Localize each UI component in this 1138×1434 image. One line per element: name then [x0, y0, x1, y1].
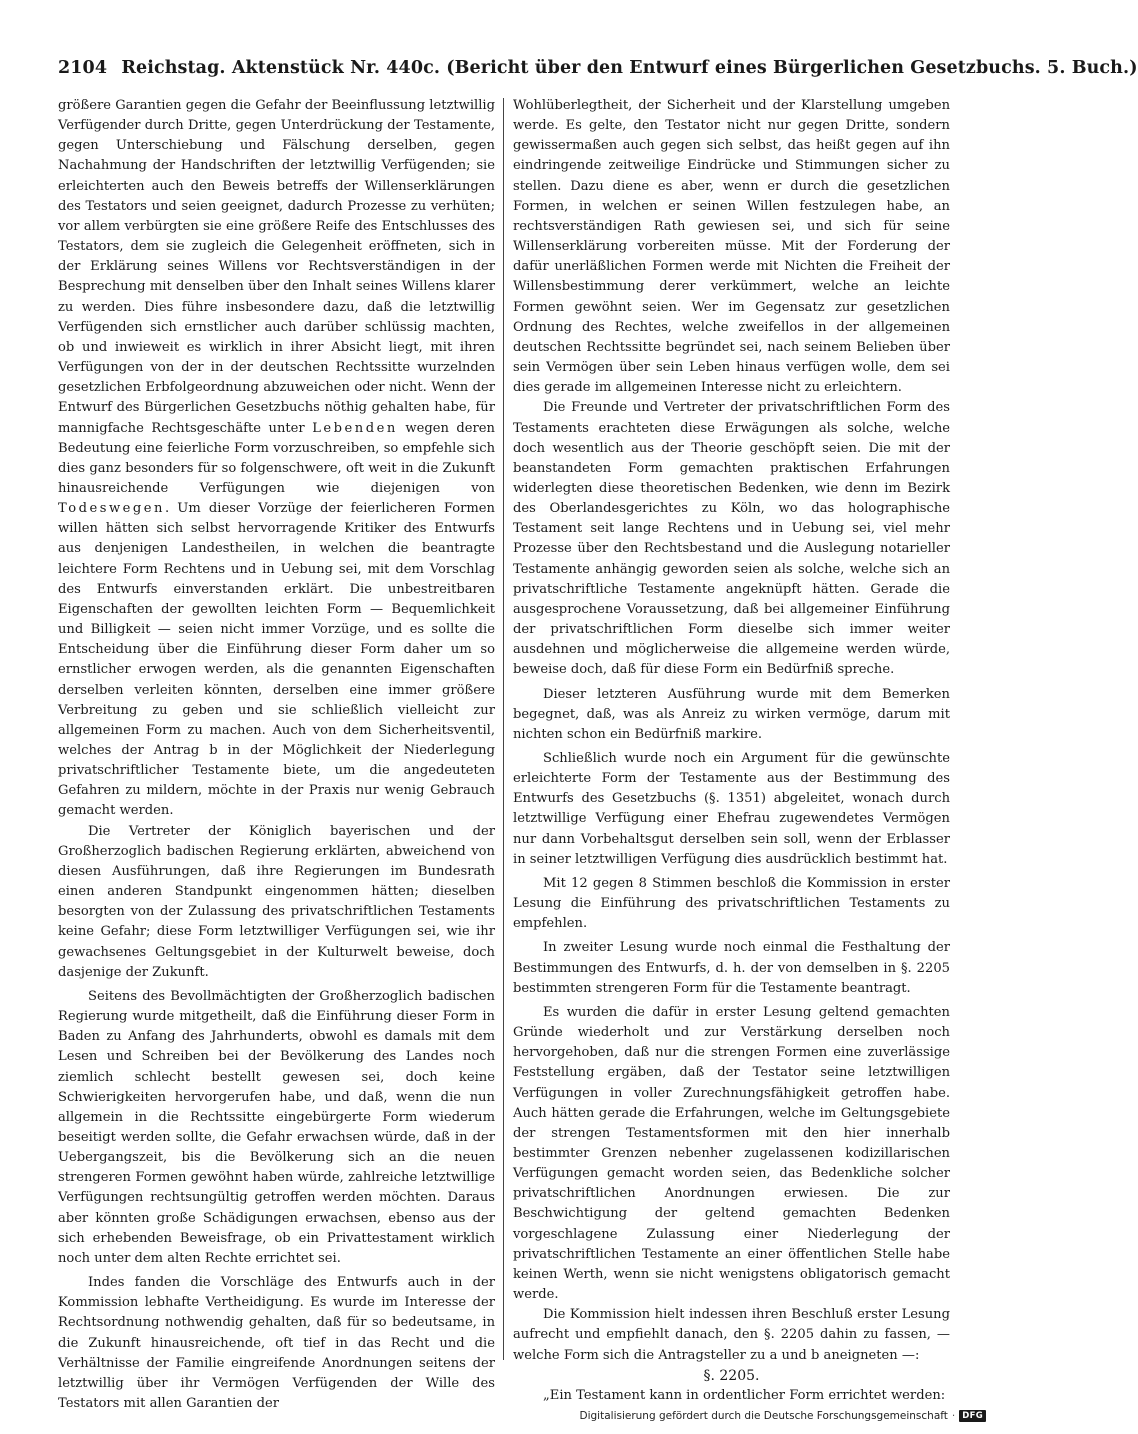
footer-credit: Digitalisierung gefördert durch die Deutsche Forschungsgemeinschaft — [579, 1410, 948, 1422]
left-paragraph-4: Indes fanden die Vorschläge des Entwurfs auch in der Kommission lebhafte Vertheidigung. Es wurde im Interesse der Rechtsordnung nothwendig gehalten, daß für so bedeutsame, in die Zukunft hinausreichende, oft tief in das Recht und die Verhältnisse der Familie eingreifende Anordnungen seitens der letztwillig über ihr Vermögen Verfügenden der Wille des Testators mit allen Garantien der — [58, 1275, 495, 1411]
left-paragraph-3: Seitens des Bevollmächtigten der Großherzoglich badischen Regierung wurde mitgetheilt, daß die Einführung dieser Form in Baden zu Anfang des Jahrhunderts, obwohl es damals mit dem Lesen und Schreiben bei der Bevölkerung des Landes noch ziemlich schlecht bestellt gewesen sei, doch keine Schwierigkeiten hervorgerufen habe, und daß, wenn die nun allgemein in die Rechtssitte eingebürgerte Form wiederum beseitigt werden sollte, die Gefahr erwachsen würde, daß in der Uebergangszeit, bis die Bevölkerung sich an die neuen strengeren Formen gewöhnt haben würde, zahlreiche letztwillige Verfügungen rechtsungültig getroffen werden möchten. Daraus aber könnten große Schädigungen erwachsen, ebenso aus der sich erhebenden Beweisfrage, ob ein Privattestament wirklich noch unter dem alten Rechte errichtet sei. — [58, 988, 495, 1266]
footer-separator: · — [951, 1410, 956, 1422]
dfg-logo-icon: DFG — [959, 1410, 986, 1422]
right-paragraph-2: Die Freunde und Vertreter der privatschriftlichen Form des Testaments erachteten diese Erwägungen als solche, welche doch wesentlich aus der Theorie geschöpft seien. Die mit der beanstandeten Form gemachten praktischen Erfahrungen widerlegten diese theoretischen Bedenken, wie denn im Bezirk des Oberlandesgerichtes zu Köln, wo das holographische Testament seit lange Rechtens und in Uebung sei, viel mehr Prozesse über den Rechtsbestand und die Auslegung notarieller Testamente anhängig geworden seien als solche, welche sich an privatschriftliche Testamente angeknüpft hätten. Gerade die ausgesprochene Voraussetzung, daß bei allgemeiner Einführung der privatschriftlichen Form dieselbe sich immer weiter ausdehnen und möglicherweise die allgemeine werden würde, beweise doch, daß für diese Form ein Bedürfniß spreche. — [513, 400, 950, 678]
right-paragraph-1: Wohlüberlegtheit, der Sicherheit und der Klarstellung umgeben werde. Es gelte, den Testator nicht nur gegen Dritte, sondern gewissermaßen auch gegen sich selbst, das heißt gegen auf ihn eindringende zeitweilige Eindrücke und Stimmungen sicher zu stellen. Dazu diene es aber, wenn er durch die gesetzlichen Formen, in welchen er seinen Willen festzulegen habe, an rechtsverständigen Rath gewiesen sei, und sich für seine Willenserklärung vorbereiten müsse. Mit der Forderung der dafür unerläßlichen Formen werde mit Nichten die Freiheit der Willensbestimmung derer verkümmert, welche an leichte Formen gewöhnt seien. Wer im Gegensatz zur gesetzlichen Ordnung des Rechtes, welche zweifellos in der allgemeinen deutschen Rechtssitte begründet sei, nach seinem Belieben über sein Vermögen über sein Leben hinaus verfügen wolle, dem sei dies gerade im allgemeinen Interesse nicht zu erleichtern. — [513, 98, 950, 396]
page-title: Reichstag. Aktenstück Nr. 440c. (Bericht über den Entwurf eines Bürgerlichen Gesetzbuchs. 5. Buch.) — [121, 58, 1138, 78]
footer — [580, 1410, 986, 1422]
spaced-word: Todeswegen — [58, 501, 165, 517]
left-column — [58, 96, 495, 1411]
page-header — [58, 58, 1138, 84]
right-paragraph-3: Dieser letzteren Ausführung wurde mit dem Bemerken begegnet, daß, was als Anreiz zu wirken vermöge, darum mit nichten schon ein Bedürfniß markire. — [513, 686, 950, 742]
right-paragraph-4: Schließlich wurde noch ein Argument für die gewünschte erleichterte Form der Testamente aus der Bestimmung des Entwurfs des Gesetzbuchs (§. 1351) abgeleitet, wonach durch letztwillige Verfügung einer Ehefrau zugewendetes Vermögen nur dann Vorbehaltsgut derselben sein soll, wenn der Erblasser in seiner letztwilligen Verfügung dies ausdrücklich bestimmt hat. — [513, 751, 950, 867]
section-heading: §. 2205. — [703, 1367, 760, 1384]
right-paragraph-7: Es wurden die dafür in erster Lesung geltend gemachten Gründe wiederholt und zur Verstärkung derselben noch hervorgehoben, daß nur die strengen Formen eine zuverlässige Feststellung ergäben, daß der Testator seine letztwilligen Verfügungen in voller Zurechnungsfähigkeit getroffen habe. Auch hätten gerade die Erfahrungen, welche im Geltungsgebiete der strengen Testamentsformen mit den hier innerhalb bestimmter Grenzen nebenher zugelassenen kodizillarischen Verfügungen gemacht worden seien, das Bedenkliche solcher privatschriftlichen Anordnungen erwiesen. Die zur Beschwichtigung der geltend gemachten Bedenken vorgeschlagene Zulassung einer Niederlegung der privatschriftlichen Testamente an einer öffentlichen Stelle habe keinen Werth, wenn sie nicht wenigstens obligatorisch gemacht werde. — [513, 1004, 950, 1303]
right-paragraph-6: In zweiter Lesung wurde noch einmal die Festhaltung der Bestimmungen des Entwurfs, d. h. der von demselben in §. 2205 bestimmten strengeren Form für die Testamente beantragt. — [513, 940, 950, 996]
left-paragraph-2: Die Vertreter der Königlich bayerischen und der Großherzoglich badischen Regierung erklärten, abweichend von diesen Ausführungen, daß ihre Regierungen im Bundesrath einen anderen Standpunkt eingenommen hätten; dieselben besorgten von der Zulassung des privatschriftlichen Testaments keine Gefahr; diese Form letztwilliger Verfügungen sei, wie ihr gewachsenes Geltungsgebiet in der Kulturwelt beweise, doch dasjenige der Zukunft. — [58, 823, 495, 980]
page-number: 2104 — [58, 58, 108, 78]
spaced-word: Lebenden — [312, 420, 398, 436]
right-paragraph-9: „Ein Testament kann in ordentlicher Form errichtet werden: — [543, 1387, 946, 1403]
left-paragraph-1: größere Garantien gegen die Gefahr der Beeinflussung letztwillig Verfügender durch Dritte, gegen Unterdrückung der Testamente, gegen Unterschiebung und Fälschung derselben, gegen Nachahmung der Handschriften der letztwillig Verfügenden; sie erleichterten auch den Beweis betreffs der Willenserklärungen des Testators und seien geeignet, dadurch Prozesse zu verhüten; vor allem verbürgten sie eine größere Reife des Entschlusses des Testators, dem sie zugleich die Gelegenheit eröffneten, sich in der Erklärung seines Willens vor Rechtsverständigen in der Besprechung mit denselben über den Inhalt seines Willens klarer zu werden. Dies führe insbesondere dazu, daß die letztwillig Verfügenden sich ernstlicher auch darüber schlüssig machten, ob und inwieweit es wirklich in ihrer Absicht liegt, mit ihren Verfügungen von der in der deutschen Rechtssitte wurzelnden gesetzlichen Erbfolgeordnung abzuweichen oder nicht. Wenn der Entwurf des Bürgerlichen Gesetzbuchs nöthig gehalten habe, für mannigfache Rechtsgeschäfte unter Lebenden wegen deren Bedeutung eine feierliche Form vorzuschreiben, so empfehle sich dies ganz besonders für so folgenschwere, oft weit in die Zukunft hinausreichende Verfügungen wie diejenigen von Todeswegen. Um dieser Vorzüge der feierlicheren Formen willen hätten sich selbst hervorragende Kritiker des Entwurfs aus denjenigen Landestheilen, in welchen die beantragte leichtere Form Rechtens und in Uebung sei, mit dem Vorschlag des Entwurfs einverstanden erklärt. Die unbestreitbaren Eigenschaften der gewollten leichten Form — Bequemlichkeit und Billigkeit — seien nicht immer Vorzüge, und es sollte die Entscheidung über die Einführung dieser Form daher um so ernstlicher erwogen werden, als die genannten Eigenschaften derselben verleiten könnten, derselben eine immer größere Verbreitung zu geben und sie schließlich vielleicht zur allgemeinen Form zu machen. Auch von dem Sicherheitsventil, welches der Antrag b in der Möglichkeit der Niederlegung privatschriftlicher Testamente biete, um die angedeuteten Gefahren zu mildern, möchte in der Praxis nur wenig Gebrauch gemacht werden. — [58, 98, 495, 819]
right-paragraph-8: Die Kommission hielt indessen ihren Beschluß erster Lesung aufrecht und empfiehlt danach, den §. 2205 dahin zu fassen, — welche Form sich die Antragsteller zu a und b aneigneten —: — [513, 1307, 950, 1363]
text-columns — [58, 96, 950, 1411]
right-column — [513, 96, 950, 1403]
right-paragraph-5: Mit 12 gegen 8 Stimmen beschloß die Kommission in erster Lesung die Einführung des privatschriftlichen Testaments zu empfehlen. — [513, 875, 950, 932]
